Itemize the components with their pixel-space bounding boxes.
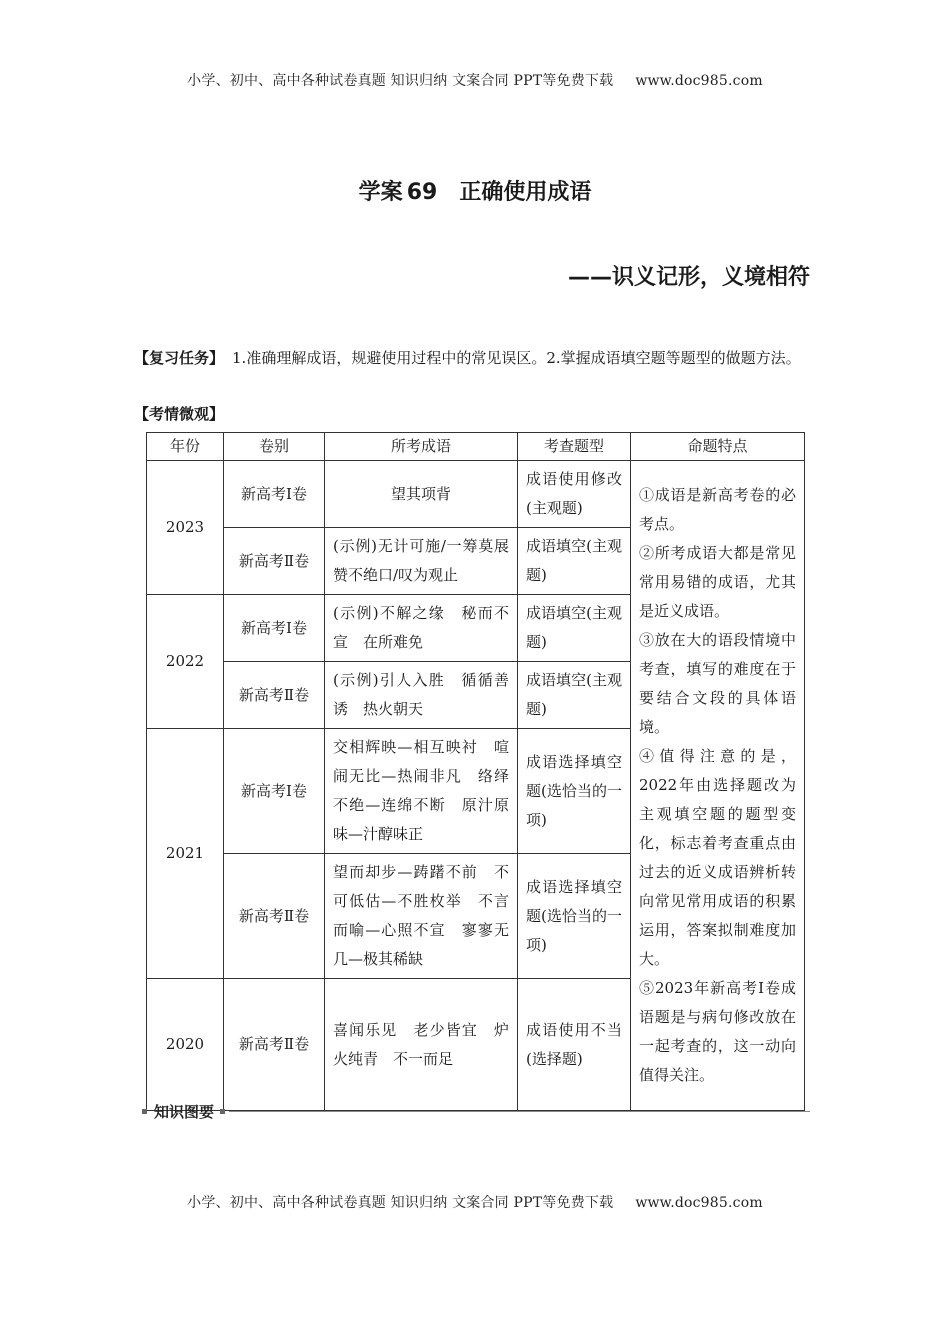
cell-idioms: (示例)引人入胜 循循善诱 热火朝天 <box>325 662 518 729</box>
header-year: 年份 <box>147 433 224 461</box>
page-title <box>0 175 950 206</box>
exam-table <box>146 432 805 1111</box>
title-main: 正确使用成语 <box>459 180 592 205</box>
cell-paper: 新高考Ⅱ卷 <box>224 979 325 1111</box>
header-text: 小学、初中、高中各种试卷真题 知识归纳 文案合同 PPT等免费下载 <box>187 73 614 89</box>
header-idioms: 所考成语 <box>325 433 518 461</box>
header-site-link[interactable]: www.doc985.com <box>635 73 763 89</box>
cell-idioms: 喜闻乐见 老少皆宜 炉火纯青 不一而足 <box>325 979 518 1111</box>
header-paper: 卷别 <box>224 433 325 461</box>
title-number: 69 <box>406 180 438 205</box>
cell-idioms: 望其项背 <box>325 461 518 528</box>
page-subtitle: ——识义记形，义境相符 <box>567 265 810 290</box>
section-bullet-icon <box>142 1109 147 1114</box>
cell-idioms: (示例)无计可施/一筹莫展 赞不绝口/叹为观止 <box>325 528 518 595</box>
page-header <box>0 70 950 90</box>
cell-year: 2023 <box>147 461 224 595</box>
cell-type: 成语填空(主观题) <box>518 662 631 729</box>
section-title: 知识图要 <box>154 1102 215 1121</box>
section-knowledge-map <box>142 1101 810 1121</box>
title-prefix: 学案 <box>358 180 403 205</box>
cell-year: 2022 <box>147 595 224 729</box>
cell-idioms: (示例)不解之缘 秘而不宣 在所难免 <box>325 595 518 662</box>
section-divider <box>229 1111 810 1112</box>
cell-type: 成语选择填空题(选恰当的一项) <box>518 854 631 979</box>
header-type: 考查题型 <box>518 433 631 461</box>
feature-item: ⑤2023年新高考Ⅰ卷成语题是与病句修改放在一起考查的，这一动向值得关注。 <box>639 979 796 1084</box>
feature-item: ③放在大的语段情境中考查，填写的难度在于要结合文段的具体语境。 <box>639 631 796 736</box>
page-footer <box>0 1192 950 1212</box>
cell-type: 成语使用不当(选择题) <box>518 979 631 1111</box>
cell-idioms: 交相辉映—相互映衬 喧闹无比—热闹非凡 络绎不绝—连绵不断 原汁原味—汁醇味正 <box>325 729 518 854</box>
review-task-label: 【复习任务】 <box>134 349 225 367</box>
cell-paper: 新高考Ⅰ卷 <box>224 595 325 662</box>
review-task-content: 1.准确理解成语，规避使用过程中的常见误区。2.掌握成语填空题等题型的做题方法。 <box>232 349 801 367</box>
cell-type: 成语选择填空题(选恰当的一项) <box>518 729 631 854</box>
cell-year: 2021 <box>147 729 224 979</box>
cell-paper: 新高考Ⅰ卷 <box>224 461 325 528</box>
cell-year: 2020 <box>147 979 224 1111</box>
cell-paper: 新高考Ⅱ卷 <box>224 854 325 979</box>
exam-overview-label: 【考情微观】 <box>134 405 225 423</box>
review-task <box>134 345 814 371</box>
cell-idioms: 望而却步—踌躇不前 不可低估—不胜枚举 不言而喻—心照不宣 寥寥无几—极其稀缺 <box>325 854 518 979</box>
feature-item: ④值得注意的是，2022年由选择题改为主观填空题的题型变化，标志着考查重点由过去的近义成语辨析转向常见常用成语的积累运用，答案拟制难度加大。 <box>639 747 796 968</box>
footer-site-link[interactable]: www.doc985.com <box>635 1195 763 1211</box>
header-features: 命题特点 <box>631 433 805 461</box>
section-bullet-icon <box>220 1109 225 1114</box>
table-header-row <box>147 433 805 461</box>
feature-item: ①成语是新高考卷的必考点。 <box>639 486 796 533</box>
cell-type: 成语填空(主观题) <box>518 595 631 662</box>
cell-paper: 新高考Ⅱ卷 <box>224 662 325 729</box>
table-row <box>147 461 805 528</box>
cell-type: 成语填空(主观题) <box>518 528 631 595</box>
cell-type: 成语使用修改(主观题) <box>518 461 631 528</box>
cell-paper: 新高考Ⅰ卷 <box>224 729 325 854</box>
features-cell <box>631 461 805 1111</box>
cell-paper: 新高考Ⅱ卷 <box>224 528 325 595</box>
footer-text: 小学、初中、高中各种试卷真题 知识归纳 文案合同 PPT等免费下载 <box>187 1195 614 1211</box>
feature-item: ②所考成语大都是常见常用易错的成语，尤其是近义成语。 <box>639 544 796 620</box>
